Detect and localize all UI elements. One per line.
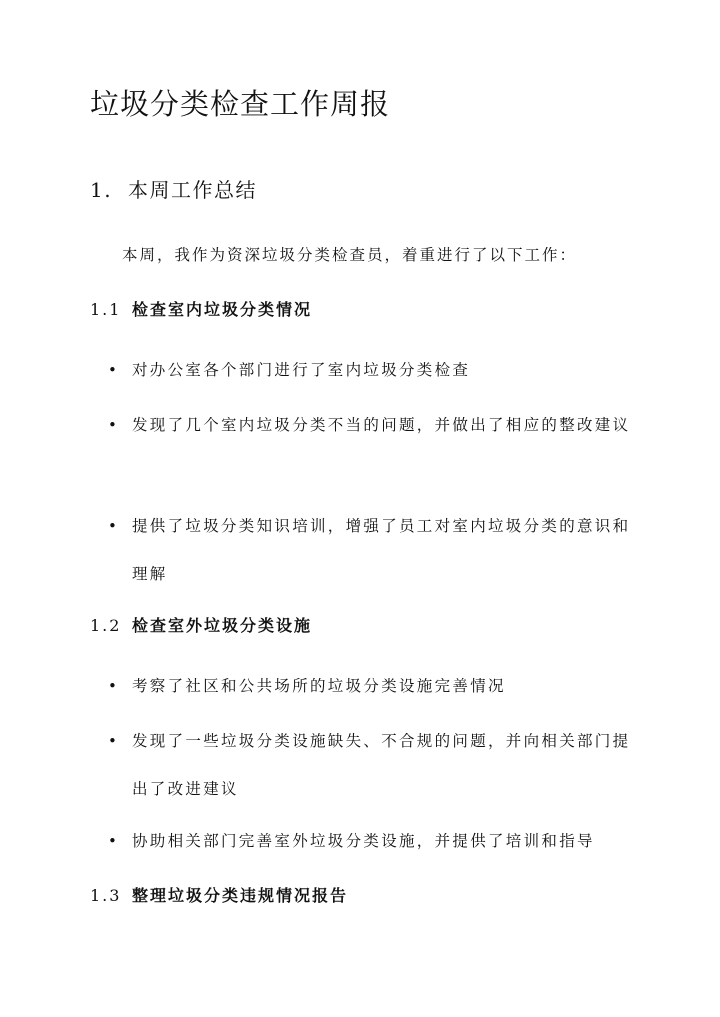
bullet-icon: • bbox=[108, 677, 117, 695]
bullet-icon: • bbox=[108, 416, 117, 434]
bullet-icon: • bbox=[108, 361, 117, 379]
list-item-text: 发现了几个室内垃圾分类不当的问题，并做出了相应的整改建议 bbox=[132, 416, 631, 434]
list-item-text: 发现了一些垃圾分类设施缺失、不合规的问题，并向相关部门提出了改进建议 bbox=[132, 732, 631, 798]
list-item-text: 提供了垃圾分类知识培训，增强了员工对室内垃圾分类的意识和理解 bbox=[132, 517, 631, 583]
section-title: 本周工作总结 bbox=[128, 178, 257, 202]
subsection-title: 检查室外垃圾分类设施 bbox=[132, 616, 313, 635]
section-1-heading bbox=[90, 176, 257, 204]
subsection-title: 整理垃圾分类违规情况报告 bbox=[132, 886, 349, 905]
bullet-icon: • bbox=[108, 832, 117, 850]
page-title: 垃圾分类检查工作周报 bbox=[90, 87, 391, 121]
bullet-icon: • bbox=[108, 517, 117, 535]
list-item-text: 对办公室各个部门进行了室内垃圾分类检查 bbox=[132, 361, 471, 379]
section-number: 1. bbox=[90, 178, 113, 202]
bullet-icon: • bbox=[108, 732, 117, 750]
list-item-text: 协助相关部门完善室外垃圾分类设施，并提供了培训和指导 bbox=[132, 832, 595, 850]
subsection-1-3-heading bbox=[90, 884, 348, 908]
subsection-number: 1.3 bbox=[90, 886, 122, 905]
subsection-1-1-heading bbox=[90, 298, 312, 322]
subsection-number: 1.2 bbox=[90, 616, 122, 635]
list-item-text: 考察了社区和公共场所的垃圾分类设施完善情况 bbox=[132, 677, 506, 695]
subsection-number: 1.1 bbox=[90, 300, 122, 319]
subsection-1-2-heading bbox=[90, 614, 312, 638]
subsection-title: 检查室内垃圾分类情况 bbox=[132, 300, 313, 319]
intro-paragraph: 本周，我作为资深垃圾分类检查员，着重进行了以下工作： bbox=[122, 246, 578, 264]
